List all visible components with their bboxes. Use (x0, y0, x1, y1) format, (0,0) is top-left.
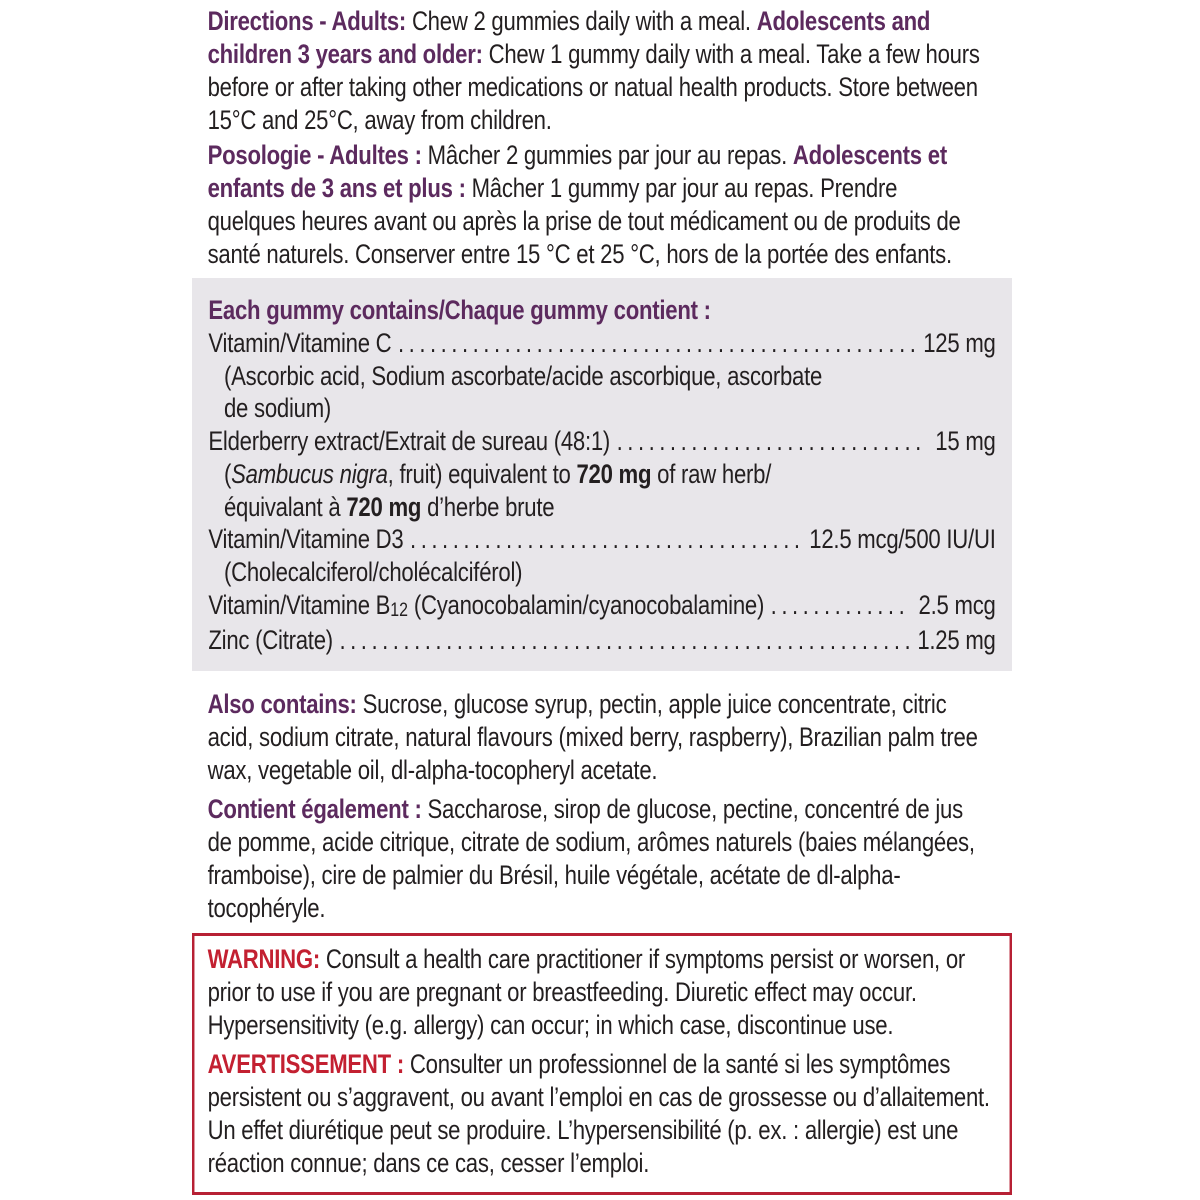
ingredient-row (208, 624, 995, 657)
ingredient-continuation-line (208, 556, 995, 589)
dot-leader (410, 523, 801, 556)
dot-leader (398, 327, 915, 360)
ingredient-name: (Ascorbic acid, Sodium ascorbate/acide ascorbique, ascorbate (223, 360, 823, 391)
nutrition-facts-heading: Each gummy contains/Chaque gummy contient : (208, 295, 711, 325)
nutrition-rows (208, 327, 995, 657)
ingredient-continuation-line (208, 458, 995, 491)
ingredient-name: Zinc (Citrate) (208, 625, 333, 656)
nutrition-facts-box (192, 278, 1012, 671)
ingredient-name: Vitamin/Vitamine C (208, 328, 392, 358)
warning-fr-paragraph: AVERTISSEMENT : Consulter un professionnel de la santé si les symptômes persistent ou s’aggravent, ou avant l’emploi en cas de grossesse ou d’allaitement. Un effet diurétique peut se produire. L’hypersensibilité (p. ex. : allergie) est une réaction connue; dans ce cas, cesser l’emploi. (207, 1049, 990, 1179)
ingredient-name: équivalant à 720 mg d’herbe brute (223, 491, 555, 522)
ingredient-row (208, 589, 995, 625)
also-contains-paragraph: Also contains: Sucrose, glucose syrup, pectin, apple juice concentrate, citric acid, sodium citrate, natural flavours (mixed berry, raspberry), Brazilian palm tree wax, vegetable oil, dl-alpha-tocopheryl acetate. (207, 689, 978, 786)
dot-leader (771, 589, 911, 622)
ingredient-name: de sodium) (223, 393, 332, 424)
directions-en-paragraph: Directions - Adults: Chew 2 gummies daily with a meal. Adolescents and children 3 years and older: Chew 1 gummy daily with a meal. Take a few hours before or after taking other medications or natual health products. Store between 15°C and 25°C, away from children. (207, 6, 980, 135)
ingredient-amount: 1.25 mg (917, 625, 996, 656)
warning-box (192, 933, 1012, 1195)
ingredient-name: Vitamin/Vitamine B12 (Cyanocobalamin/cyanocobalamine) (208, 589, 765, 621)
ingredient-name: Elderberry extract/Extrait de sureau (48:1) (208, 426, 611, 457)
ingredient-row (208, 425, 995, 458)
ingredient-row (208, 327, 995, 360)
label-content (192, 0, 1012, 1195)
ingredient-row (208, 523, 995, 556)
ingredient-continuation-line (208, 491, 995, 524)
ingredient-amount: 125 mg (923, 328, 996, 358)
ingredient-name: (Sambucus nigra, fruit) equivalent to 720 mg of raw herb/ (223, 458, 772, 489)
directions-fr-paragraph: Posologie - Adultes : Mâcher 2 gummies par jour au repas. Adolescents et enfants de 3 ans et plus : Mâcher 1 gummy par jour au repas. Prendre quelques heures avant ou après la prise de tout médicament ou de produits de santé naturels. Conserver entre 15 °C et 25 °C, hors de la portée des enfants. (207, 140, 961, 269)
contient-egalement-paragraph: Contient également : Saccharose, sirop de glucose, pectine, concentré de jus de pomme, acide citrique, citrate de sodium, arômes naturels (baies mélangées, framboise), cire de palmier du Brésil, huile végétale, acétate de dl-alpha-tocophéryle. (207, 794, 975, 924)
dot-leader (617, 425, 927, 458)
ingredient-amount: 15 mg (935, 426, 996, 457)
ingredient-amount: 2.5 mcg (918, 589, 996, 620)
warning-en-paragraph: WARNING: Consult a health care practitioner if symptoms persist or worsen, or prior to use if you are pregnant or breastfeeding. Diuretic effect may occur. Hypersensitivity (e.g. allergy) can occur; in which case, discontinue use. (207, 944, 966, 1041)
ingredient-name: (Cholecalciferol/cholécalciférol) (223, 556, 523, 587)
ingredient-continuation-line (208, 360, 995, 393)
ingredient-continuation-line (208, 392, 995, 425)
ingredient-amount: 12.5 mcg/500 IU/UI (809, 524, 996, 555)
dot-leader (339, 624, 909, 657)
ingredient-name: Vitamin/Vitamine D3 (208, 524, 404, 555)
